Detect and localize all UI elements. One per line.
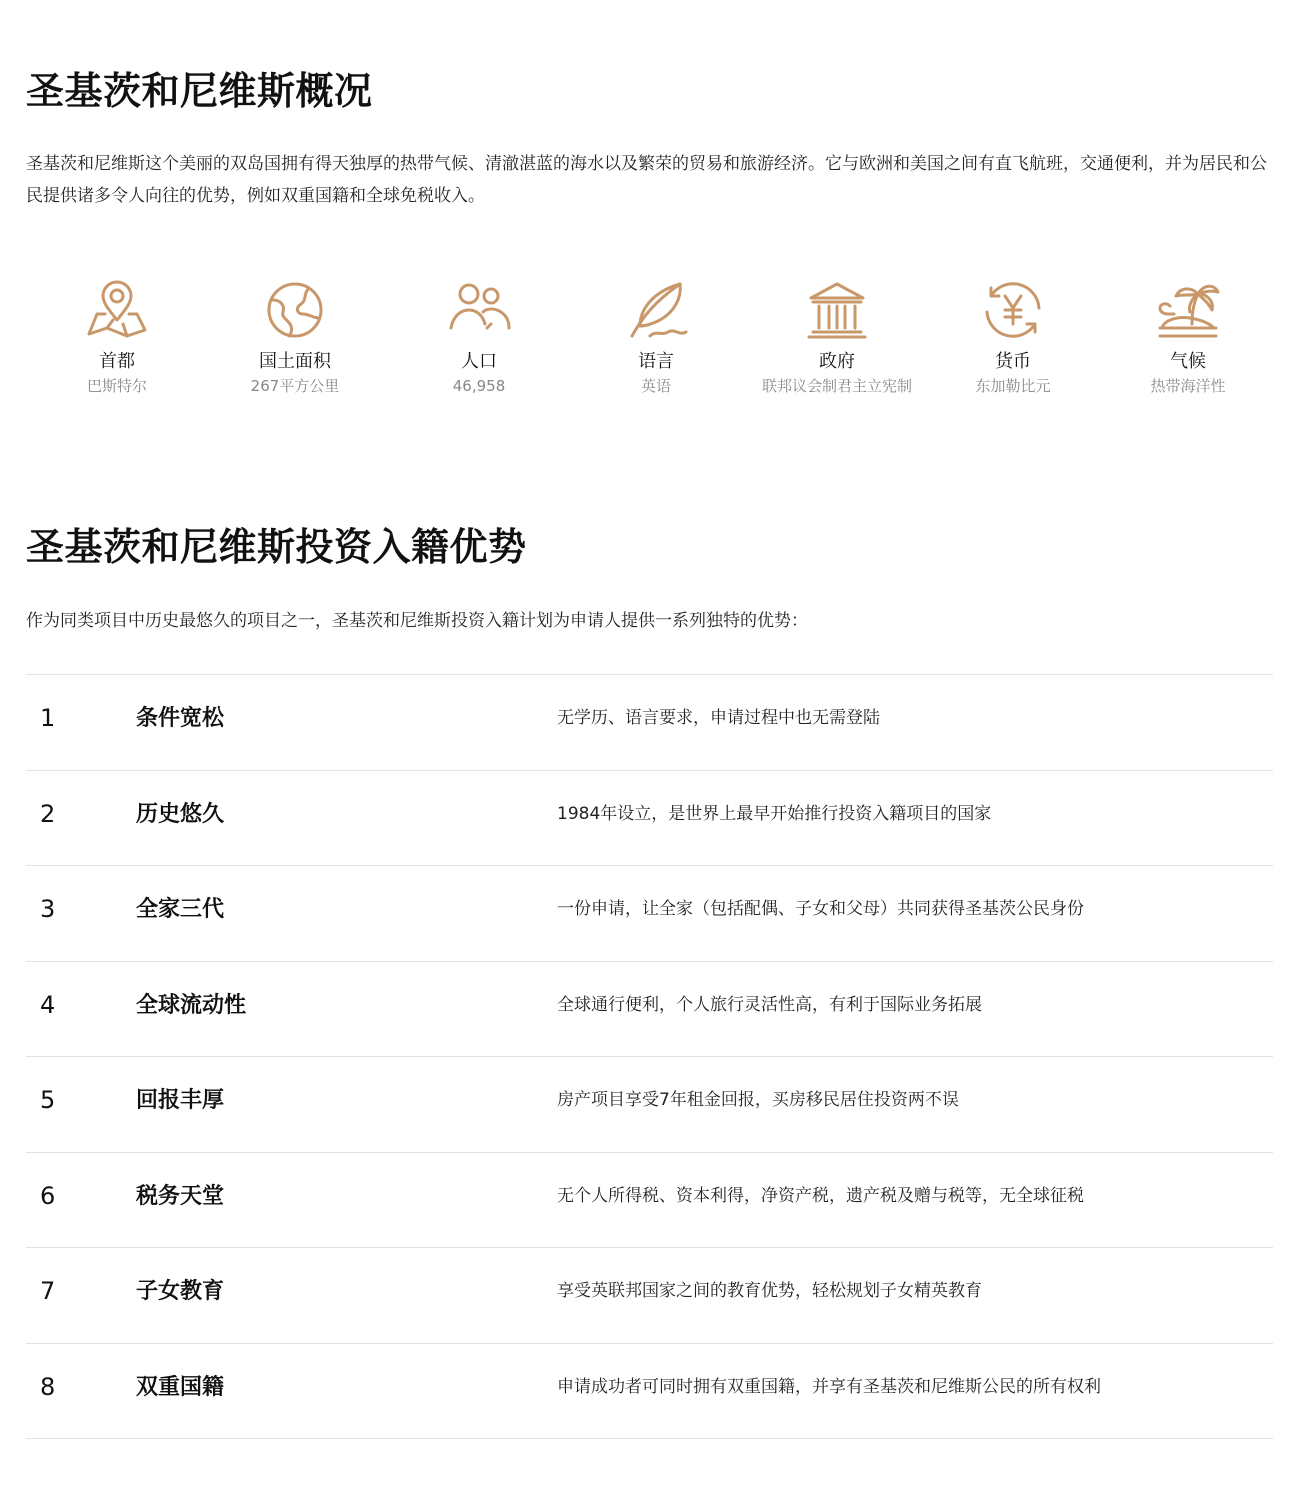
- overview-title: 圣基茨和尼维斯概况: [26, 69, 373, 113]
- fact-currency-label: 货币: [995, 351, 1031, 372]
- row-description: 1984年设立，是世界上最早开始推行投资入籍项目的国家: [557, 803, 992, 824]
- row-description: 全球通行便利，个人旅行灵活性高，有利于国际业务拓展: [557, 994, 982, 1015]
- fact-climate-value: 热带海洋性: [1150, 377, 1226, 395]
- facts-row: [26, 278, 1273, 408]
- advantages-intro: 作为同类项目中历史最悠久的项目之一，圣基茨和尼维斯投资入籍计划为申请人提供一系列独特的优势：: [26, 611, 808, 631]
- row-number: 5: [40, 1086, 56, 1114]
- row-title: 条件宽松: [136, 706, 225, 731]
- row-title: 双重国籍: [136, 1374, 225, 1400]
- fact-area-label: 国土面积: [259, 351, 331, 372]
- row-description: 房产项目享受7年租金回报，买房移民居住投资两不误: [557, 1090, 959, 1110]
- row-title: 历史悠久: [136, 801, 225, 827]
- feather-icon: [624, 278, 688, 342]
- row-number: 6: [40, 1181, 56, 1210]
- table-row: [26, 866, 1273, 962]
- fact-capital-value: 巴斯特尔: [86, 377, 147, 395]
- globe-icon: [263, 278, 327, 342]
- row-number: 3: [40, 895, 56, 923]
- row-description: 无学历、语言要求，申请过程中也无需登陆: [557, 708, 880, 728]
- table-row: [26, 1057, 1273, 1153]
- people-icon: [447, 278, 511, 342]
- row-number: 7: [40, 1277, 56, 1305]
- fact-population-label: 人口: [461, 351, 497, 372]
- fact-government-value: 联邦议会制君主立宪制: [761, 377, 912, 395]
- fact-population: [379, 278, 579, 396]
- fact-language-value: 英语: [640, 377, 671, 395]
- fact-currency-value: 东加勒比元: [975, 377, 1051, 395]
- fact-language-label: 语言: [638, 351, 674, 372]
- row-title: 全球流动性: [136, 992, 247, 1018]
- yen-coin-icon: [981, 278, 1045, 342]
- table-row: [26, 675, 1273, 771]
- palm-island-icon: [1156, 278, 1220, 342]
- overview-text: 圣基茨和尼维斯这个美丽的双岛国拥有得天独厚的热带气候、清澈湛蓝的海水以及繁荣的贸易和旅游经济。它与欧洲和美国之间有直飞航班，交通便利，并为居民和公民提供诸多令人向往的优势，例如双重国籍和全球免税收入。: [26, 154, 1267, 206]
- row-title: 子女教育: [136, 1279, 225, 1304]
- fact-climate: [1088, 278, 1288, 396]
- row-number: 1: [40, 704, 56, 732]
- fact-government: [737, 278, 937, 396]
- row-description: 申请成功者可同时拥有双重国籍，并享有圣基茨和尼维斯公民的所有权利: [557, 1376, 1101, 1397]
- fact-language: [556, 278, 756, 396]
- row-number: 4: [40, 990, 56, 1019]
- row-description: 享受英联邦国家之间的教育优势，轻松规划子女精英教育: [557, 1281, 982, 1301]
- table-row: [26, 1153, 1273, 1249]
- row-description: 一份申请，让全家（包括配偶、子女和父母）共同获得圣基茨公民身份: [557, 899, 1084, 919]
- row-title: 税务天堂: [136, 1183, 225, 1209]
- table-row: [26, 771, 1273, 867]
- fact-capital-label: 首都: [99, 351, 135, 372]
- fact-area-value: 267平方公里: [250, 377, 340, 395]
- table-row: [26, 1344, 1273, 1440]
- fact-climate-label: 气候: [1170, 351, 1206, 372]
- fact-population-value: 46,958: [452, 377, 506, 395]
- fact-capital: [17, 278, 217, 396]
- table-row: [26, 1248, 1273, 1344]
- table-row: [26, 962, 1273, 1058]
- advantages-title: 圣基茨和尼维斯投资入籍优势: [26, 525, 527, 569]
- row-title: 全家三代: [136, 897, 225, 922]
- advantages-table: [26, 674, 1273, 1439]
- fact-area: [195, 278, 395, 396]
- row-number: 2: [40, 799, 56, 828]
- row-description: 无个人所得税、资本利得，净资产税，遗产税及赠与税等，无全球征税: [557, 1185, 1084, 1206]
- government-building-icon: [805, 278, 869, 342]
- row-title: 回报丰厚: [136, 1088, 225, 1113]
- row-number: 8: [40, 1372, 56, 1401]
- fact-government-label: 政府: [819, 351, 855, 372]
- fact-currency: [913, 278, 1113, 396]
- map-pin-icon: [85, 278, 149, 342]
